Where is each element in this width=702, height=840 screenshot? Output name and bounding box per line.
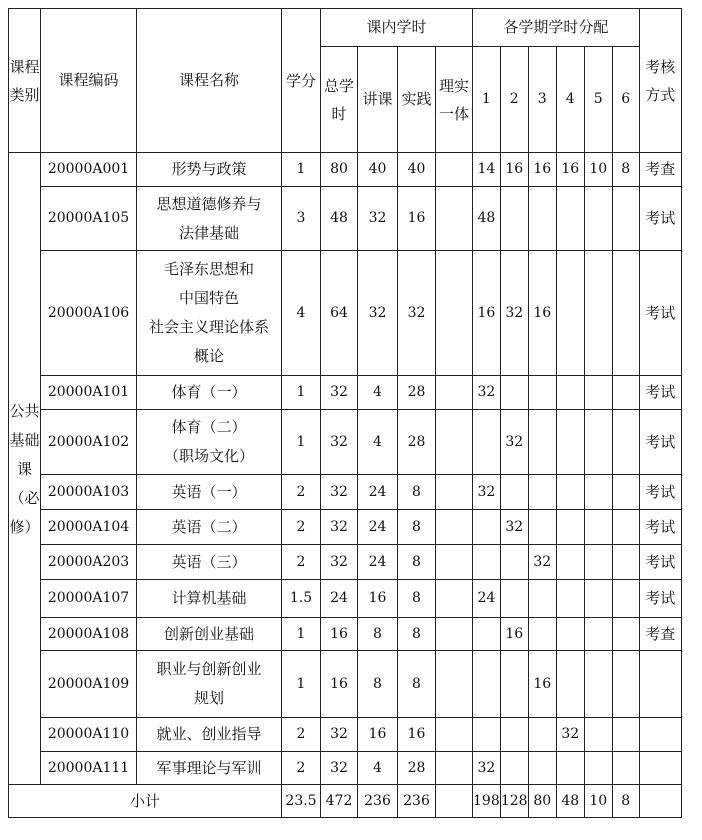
header-sem-2: 2 <box>500 47 528 153</box>
course-code-cell: 20000A102 <box>41 410 137 475</box>
course-name-line: 法律基础 <box>178 223 239 242</box>
table-row <box>9 187 682 251</box>
lecture-hours-cell: 4 <box>358 752 398 785</box>
assessment-cell: 考试 <box>639 475 681 510</box>
semester-1-cell: 48 <box>473 187 501 251</box>
course-code-cell: 20000A106 <box>41 251 137 376</box>
assessment-cell: 考试 <box>639 376 681 410</box>
practice-hours-cell: 28 <box>398 376 436 410</box>
course-name-line: 军事理论与军训 <box>156 758 262 777</box>
semester-4-cell <box>556 376 584 410</box>
semester-3-cell: 16 <box>528 651 556 718</box>
course-name-line: 创新创业基础 <box>163 624 254 643</box>
credits-cell: 2 <box>282 510 321 545</box>
practice-hours-cell: 40 <box>398 153 436 187</box>
subtotal-lecture: 236 <box>358 785 398 818</box>
course-code-cell: 20000A109 <box>41 651 137 718</box>
total-hours-cell: 16 <box>321 618 358 651</box>
semester-1-cell <box>473 410 501 475</box>
total-hours-cell: 32 <box>321 410 358 475</box>
practice-hours-cell: 32 <box>398 251 436 376</box>
integrated-hours-cell <box>436 410 473 475</box>
lecture-hours-cell: 4 <box>358 410 398 475</box>
credits-cell: 1.5 <box>282 580 321 618</box>
total-hours-cell: 80 <box>321 153 358 187</box>
total-hours-cell: 24 <box>321 580 358 618</box>
semester-5-cell <box>584 251 612 376</box>
subtotal-semester-2: 128 <box>500 785 528 818</box>
semester-5-cell <box>584 545 612 580</box>
semester-2-cell: 32 <box>500 251 528 376</box>
semester-1-cell <box>473 618 501 651</box>
course-code-cell: 20000A111 <box>41 752 137 785</box>
course-code-cell: 20000A105 <box>41 187 137 251</box>
total-hours-cell: 32 <box>321 510 358 545</box>
credits-cell: 1 <box>282 153 321 187</box>
integrated-hours-cell <box>436 752 473 785</box>
semester-5-cell: 10 <box>584 153 612 187</box>
course-name-line: 概论 <box>193 347 224 365</box>
total-hours-cell: 32 <box>321 752 358 785</box>
semester-2-cell <box>500 651 528 718</box>
total-hours-cell: 32 <box>321 718 358 752</box>
integrated-hours-cell <box>436 580 473 618</box>
course-name-cell <box>137 618 282 651</box>
table-row <box>9 651 682 718</box>
semester-6-cell <box>612 510 639 545</box>
lecture-hours-cell: 24 <box>358 545 398 580</box>
total-hours-cell: 16 <box>321 651 358 718</box>
assessment-cell <box>639 651 681 718</box>
assessment-cell: 考试 <box>639 580 681 618</box>
credits-cell: 3 <box>282 187 321 251</box>
course-name-line: 毛泽东思想和 <box>163 260 254 278</box>
practice-hours-cell: 28 <box>398 410 436 475</box>
course-name-line: 体育（二） <box>171 418 247 436</box>
semester-4-cell <box>556 752 584 785</box>
table-row <box>9 580 682 618</box>
semester-3-cell: 32 <box>528 545 556 580</box>
total-hours-cell: 32 <box>321 376 358 410</box>
course-name-cell <box>137 752 282 785</box>
table-row <box>9 153 682 187</box>
semester-2-cell: 32 <box>500 410 528 475</box>
course-name-cell <box>137 510 282 545</box>
header-sem-4: 4 <box>556 47 584 153</box>
semester-1-cell: 32 <box>473 376 501 410</box>
header-sem-5: 5 <box>584 47 612 153</box>
total-hours-cell: 48 <box>321 187 358 251</box>
credits-cell: 1 <box>282 410 321 475</box>
course-name-line: 规划 <box>193 689 224 707</box>
subtotal-semester-3: 80 <box>528 785 556 818</box>
semester-5-cell <box>584 376 612 410</box>
semester-2-cell <box>500 475 528 510</box>
semester-3-cell <box>528 580 556 618</box>
practice-hours-cell: 16 <box>398 718 436 752</box>
subtotal-semester-5: 10 <box>584 785 612 818</box>
semester-4-cell <box>556 510 584 545</box>
semester-6-cell <box>612 545 639 580</box>
lecture-hours-cell: 24 <box>358 510 398 545</box>
semester-5-cell <box>584 651 612 718</box>
semester-6-cell <box>612 718 639 752</box>
course-code-cell: 20000A001 <box>41 153 137 187</box>
subtotal-integrated <box>436 785 473 818</box>
semester-5-cell <box>584 618 612 651</box>
semester-6-cell <box>612 580 639 618</box>
credits-cell: 4 <box>282 251 321 376</box>
semester-5-cell <box>584 718 612 752</box>
practice-hours-cell: 8 <box>398 545 436 580</box>
lecture-hours-cell: 4 <box>358 376 398 410</box>
semester-4-cell <box>556 651 584 718</box>
semester-3-cell <box>528 376 556 410</box>
practice-hours-cell: 8 <box>398 580 436 618</box>
header-hours-group: 课内学时 <box>321 9 473 47</box>
subtotal-row <box>9 785 682 818</box>
integrated-hours-cell <box>436 510 473 545</box>
course-name-cell <box>137 410 282 475</box>
table-row <box>9 618 682 651</box>
semester-3-cell <box>528 187 556 251</box>
course-code-cell: 20000A108 <box>41 618 137 651</box>
course-name-cell <box>137 651 282 718</box>
subtotal-total: 472 <box>321 785 358 818</box>
semester-1-cell: 14 <box>473 153 501 187</box>
semester-2-cell <box>500 545 528 580</box>
credits-cell: 2 <box>282 475 321 510</box>
header-integrated: 理实一体 <box>436 47 473 153</box>
semester-4-cell <box>556 410 584 475</box>
assessment-cell <box>639 752 681 785</box>
semester-1-cell <box>473 651 501 718</box>
subtotal-practice: 236 <box>398 785 436 818</box>
credits-cell: 2 <box>282 718 321 752</box>
course-name-line: 中国特色 <box>178 289 239 307</box>
semester-5-cell <box>584 410 612 475</box>
semester-3-cell <box>528 718 556 752</box>
curriculum-table <box>8 8 682 818</box>
assessment-cell <box>639 718 681 752</box>
course-name-cell <box>137 251 282 376</box>
course-code-cell: 20000A101 <box>41 376 137 410</box>
semester-1-cell: 32 <box>473 475 501 510</box>
integrated-hours-cell <box>436 251 473 376</box>
semester-3-cell <box>528 475 556 510</box>
assessment-cell: 考查 <box>639 153 681 187</box>
semester-4-cell <box>556 187 584 251</box>
semester-1-cell <box>473 718 501 752</box>
course-name-line: （职场文化） <box>163 447 254 465</box>
table-row <box>9 475 682 510</box>
semester-4-cell: 32 <box>556 718 584 752</box>
course-name-cell <box>137 376 282 410</box>
total-hours-cell: 32 <box>321 475 358 510</box>
header-assessment: 考核方式 <box>639 9 681 153</box>
category-cell: 公共基础课（必修） <box>9 153 41 785</box>
header-category: 课程类别 <box>9 9 41 153</box>
integrated-hours-cell <box>436 475 473 510</box>
integrated-hours-cell <box>436 718 473 752</box>
integrated-hours-cell <box>436 651 473 718</box>
semester-1-cell: 16 <box>473 251 501 376</box>
table-row <box>9 376 682 410</box>
semester-3-cell: 16 <box>528 251 556 376</box>
semester-4-cell <box>556 545 584 580</box>
subtotal-semester-1: 198 <box>473 785 501 818</box>
practice-hours-cell: 16 <box>398 187 436 251</box>
header-credits: 学分 <box>282 9 321 153</box>
semester-4-cell <box>556 618 584 651</box>
practice-hours-cell: 8 <box>398 651 436 718</box>
semester-1-cell <box>473 510 501 545</box>
course-name-line: 职业与创新创业 <box>156 660 262 678</box>
credits-cell: 1 <box>282 618 321 651</box>
assessment-cell: 考试 <box>639 510 681 545</box>
semester-3-cell: 16 <box>528 153 556 187</box>
course-name-line: 英语（二） <box>171 517 247 536</box>
course-name-line: 英语（一） <box>171 482 247 501</box>
semester-3-cell <box>528 410 556 475</box>
table-row <box>9 545 682 580</box>
header-sem-1: 1 <box>473 47 501 153</box>
integrated-hours-cell <box>436 153 473 187</box>
lecture-hours-cell: 24 <box>358 475 398 510</box>
semester-3-cell <box>528 618 556 651</box>
semester-4-cell <box>556 475 584 510</box>
subtotal-semester-4: 48 <box>556 785 584 818</box>
header-sem-6: 6 <box>612 47 639 153</box>
course-code-cell: 20000A107 <box>41 580 137 618</box>
assessment-cell: 考试 <box>639 251 681 376</box>
course-name-line: 体育（一） <box>171 383 247 401</box>
semester-2-cell <box>500 580 528 618</box>
header-total: 总学时 <box>321 47 358 153</box>
semester-6-cell <box>612 752 639 785</box>
course-name-cell <box>137 153 282 187</box>
course-name-line: 计算机基础 <box>171 589 247 607</box>
semester-4-cell: 16 <box>556 153 584 187</box>
header-semester-group: 各学期学时分配 <box>473 9 640 47</box>
semester-2-cell <box>500 718 528 752</box>
semester-6-cell <box>612 187 639 251</box>
assessment-cell: 考试 <box>639 545 681 580</box>
lecture-hours-cell: 40 <box>358 153 398 187</box>
course-name-line: 社会主义理论体系 <box>148 318 269 336</box>
semester-6-cell: 8 <box>612 153 639 187</box>
semester-2-cell <box>500 376 528 410</box>
subtotal-credits: 23.5 <box>282 785 321 818</box>
table-row <box>9 251 682 376</box>
course-name-line: 思想道德修养与 <box>156 194 262 213</box>
course-name-line: 就业、创业指导 <box>156 725 262 743</box>
course-name-cell <box>137 545 282 580</box>
practice-hours-cell: 8 <box>398 510 436 545</box>
header-name: 课程名称 <box>137 9 282 153</box>
course-name-cell <box>137 718 282 752</box>
header-practice: 实践 <box>398 47 436 153</box>
lecture-hours-cell: 16 <box>358 580 398 618</box>
semester-5-cell <box>584 510 612 545</box>
lecture-hours-cell: 32 <box>358 187 398 251</box>
course-name-line: 英语（三） <box>171 552 247 571</box>
semester-5-cell <box>584 752 612 785</box>
semester-2-cell <box>500 752 528 785</box>
total-hours-cell: 32 <box>321 545 358 580</box>
course-code-cell: 20000A203 <box>41 545 137 580</box>
semester-2-cell: 32 <box>500 510 528 545</box>
lecture-hours-cell: 32 <box>358 251 398 376</box>
practice-hours-cell: 8 <box>398 475 436 510</box>
practice-hours-cell: 28 <box>398 752 436 785</box>
credits-cell: 1 <box>282 651 321 718</box>
semester-3-cell <box>528 752 556 785</box>
assessment-cell: 考试 <box>639 187 681 251</box>
integrated-hours-cell <box>436 545 473 580</box>
semester-4-cell <box>556 580 584 618</box>
practice-hours-cell: 8 <box>398 618 436 651</box>
subtotal-semester-6: 8 <box>612 785 639 818</box>
semester-6-cell <box>612 376 639 410</box>
table-row <box>9 510 682 545</box>
subtotal-assessment <box>639 785 681 818</box>
table-row <box>9 718 682 752</box>
course-code-cell: 20000A103 <box>41 475 137 510</box>
semester-6-cell <box>612 475 639 510</box>
header-code: 课程编码 <box>41 9 137 153</box>
course-name-line: 形势与政策 <box>171 160 247 178</box>
integrated-hours-cell <box>436 618 473 651</box>
semester-2-cell: 16 <box>500 618 528 651</box>
course-name-cell <box>137 580 282 618</box>
assessment-cell: 考试 <box>639 410 681 475</box>
credits-cell: 2 <box>282 545 321 580</box>
semester-2-cell <box>500 187 528 251</box>
semester-2-cell: 16 <box>500 153 528 187</box>
course-name-cell <box>137 475 282 510</box>
semester-6-cell <box>612 618 639 651</box>
lecture-hours-cell: 16 <box>358 718 398 752</box>
integrated-hours-cell <box>436 187 473 251</box>
course-code-cell: 20000A104 <box>41 510 137 545</box>
credits-cell: 1 <box>282 376 321 410</box>
course-name-cell <box>137 187 282 251</box>
integrated-hours-cell <box>436 376 473 410</box>
credits-cell: 2 <box>282 752 321 785</box>
semester-5-cell <box>584 475 612 510</box>
semester-6-cell <box>612 251 639 376</box>
header-sem-3: 3 <box>528 47 556 153</box>
header-lecture: 讲课 <box>358 47 398 153</box>
table-row <box>9 752 682 785</box>
course-code-cell: 20000A110 <box>41 718 137 752</box>
semester-4-cell <box>556 251 584 376</box>
table-row <box>9 410 682 475</box>
semester-5-cell <box>584 187 612 251</box>
subtotal-label: 小计 <box>9 785 282 818</box>
lecture-hours-cell: 8 <box>358 618 398 651</box>
semester-1-cell: 24 <box>473 580 501 618</box>
assessment-cell: 考查 <box>639 618 681 651</box>
semester-5-cell <box>584 580 612 618</box>
semester-1-cell <box>473 545 501 580</box>
total-hours-cell: 64 <box>321 251 358 376</box>
semester-1-cell: 32 <box>473 752 501 785</box>
lecture-hours-cell: 8 <box>358 651 398 718</box>
semester-3-cell <box>528 510 556 545</box>
semester-6-cell <box>612 410 639 475</box>
semester-6-cell <box>612 651 639 718</box>
